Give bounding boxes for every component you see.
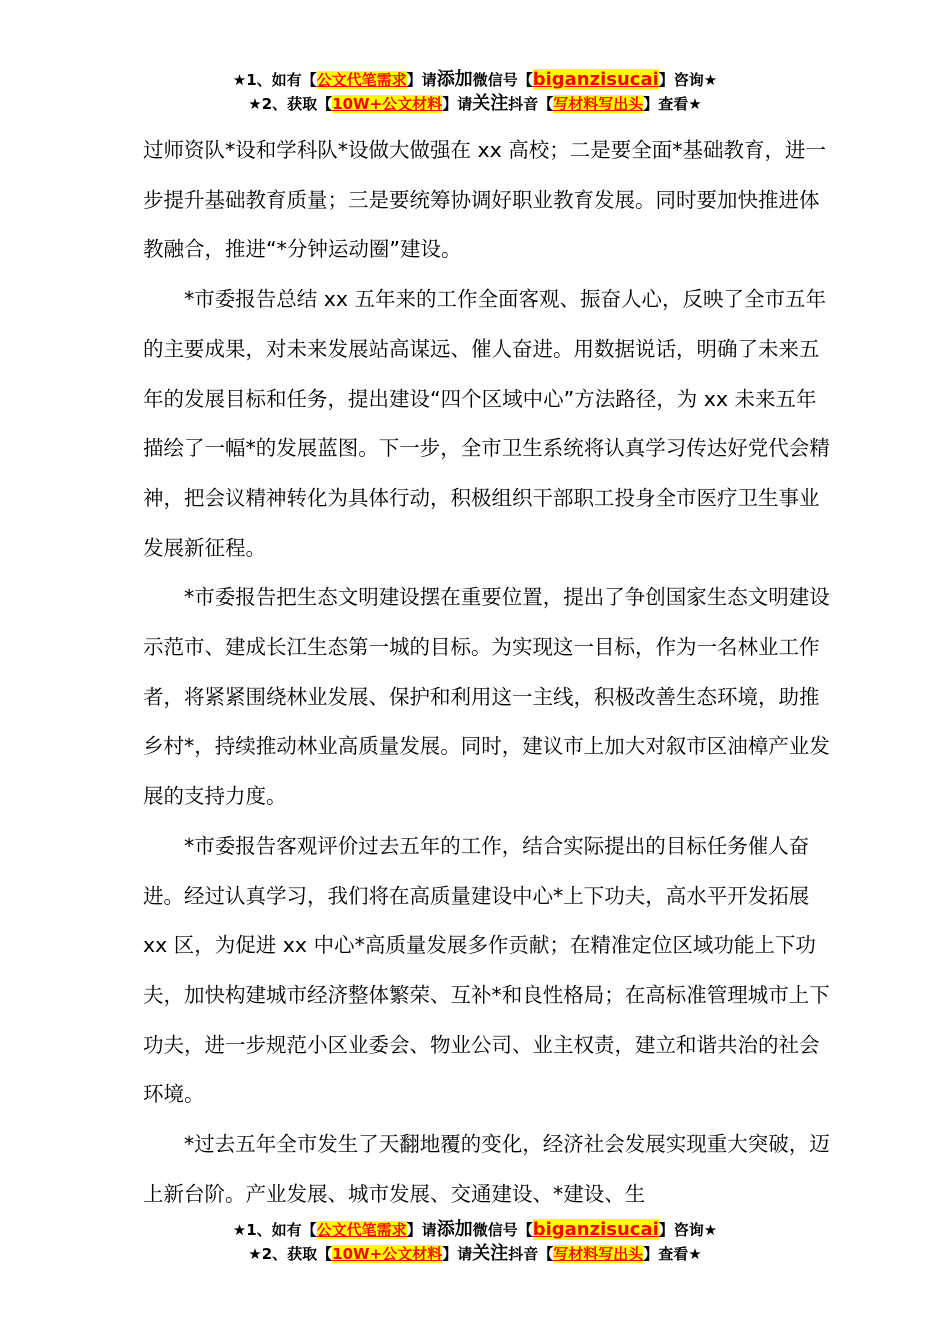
highlight-ghostwriting: 公文代笔需求 [316,1221,407,1239]
header-banner [0,68,950,116]
header-line-1 [0,68,950,92]
highlight-douyin-account: 写材料写出头 [553,1245,644,1263]
highlight-wechat-id: biganzisucai [532,69,659,90]
star-icon: ★ [248,1245,262,1263]
paragraph-5: *过去五年全市发生了天翻地覆的变化，经济社会发展实现重大突破，迈上新台阶。产业发展、城市发展、交通建设、*建设、生 [143,1132,830,1206]
footer-line-2-text-a: 2、获取【 [261,1245,333,1263]
header-line-2-text-a: 2、获取【 [261,95,333,113]
highlight-douyin-account: 写材料写出头 [553,95,644,113]
header-line-1-text-b: 】请 [406,71,437,89]
footer-line-1 [0,1218,950,1242]
header-line-1-text-a: 1、如有【 [246,71,317,89]
footer-line-1-text-b: 】请 [406,1221,437,1239]
footer-line-2-text-b: 】请 [442,1245,473,1263]
header-line-1-text-d: 】咨询★ [658,71,718,89]
footer-line-2-text-c: 抖音【 [508,1245,554,1263]
header-line-1-text-c: 微信号【 [472,71,533,89]
footer-line-1-emphasis: 添加 [436,1219,473,1240]
highlight-materials: 10W+公文材料 [332,1245,443,1263]
star-icon: ★ [232,1221,247,1239]
star-icon: ★ [232,71,247,89]
paragraph-2: *市委报告总结 xx 五年来的工作全面客观、振奋人心，反映了全市五年的主要成果，对未来发展站高谋远、催人奋进。用数据说话，明确了未来五年的发展目标和任务，提出建设“四个区域中心”方法路径，为 xx 未来五年描绘了一幅*的发展蓝图。下一步，全市卫生系统将认真学习传达好党代会精神，把会议精神转化为具体行动，积极组织干部职工投身全市医疗卫生事业发展新征程。 [143,287,830,560]
header-line-2 [0,92,950,116]
footer-line-2-text-d: 】查看★ [643,1245,702,1263]
footer-line-1-text-d: 】咨询★ [658,1221,718,1239]
footer-line-2-emphasis: 关注 [472,1243,509,1264]
paragraph-4: *市委报告客观评价过去五年的工作，结合实际提出的目标任务催人奋进。经过认真学习，我们将在高质量建设中心*上下功夫，高水平开发拓展 xx 区，为促进 xx 中心*高质量发展多作贡献；在精准定位区域功能上下功夫，加快构建城市经济整体繁荣、互补*和良性格局；在高标准管理城市上下功夫，进一步规范小区业委会、物业公司、业主权责，建立和谐共治的社会环境。 [143,833,830,1107]
header-line-2-text-d: 】查看★ [643,95,702,113]
header-line-2-text-b: 】请 [442,95,473,113]
header-line-2-emphasis: 关注 [472,93,509,114]
paragraph-3: *市委报告把生态文明建设摆在重要位置，提出了争创国家生态文明建设示范市、建成长江生态第一城的目标。为实现这一目标，作为一名林业工作者，将紧紧围绕林业发展、保护和利用这一主线，积极改善生态环境，助推乡村*，持续推动林业高质量发展。同时，建议市上加大对叙市区油樟产业发展的支持力度。 [143,585,830,809]
footer-line-2 [0,1242,950,1266]
header-line-2-text-c: 抖音【 [508,95,554,113]
star-icon: ★ [248,95,262,113]
footer-banner [0,1218,950,1266]
highlight-ghostwriting: 公文代笔需求 [316,71,407,89]
header-line-1-emphasis: 添加 [436,69,473,90]
paragraph-1: 过师资队*设和学科队*设做大做强在 xx 高校；二是要全面*基础教育，进一步提升基础教育质量；三是要统筹协调好职业教育发展。同时要加快推进体教融合，推进“*分钟运动圈”建设。 [143,138,827,262]
footer-line-1-text-a: 1、如有【 [246,1221,317,1239]
highlight-materials: 10W+公文材料 [332,95,443,113]
highlight-wechat-id: biganzisucai [532,1219,659,1240]
footer-line-1-text-c: 微信号【 [472,1221,533,1239]
document-body [143,126,833,1219]
